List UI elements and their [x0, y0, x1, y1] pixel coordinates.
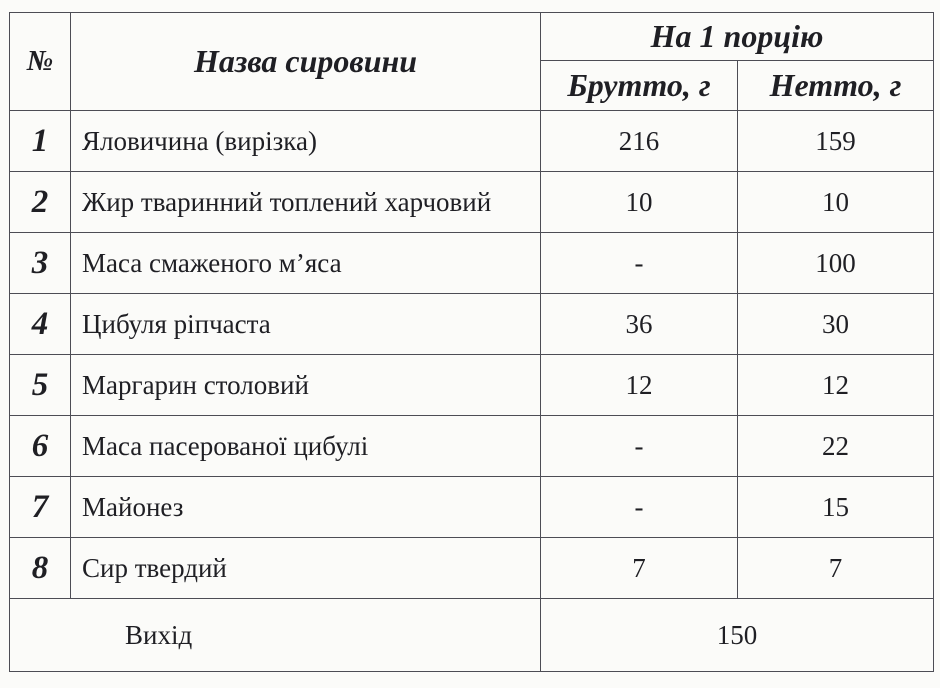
table-row: [10, 172, 934, 233]
row-number: 7: [10, 477, 71, 538]
ingredient-name: Цибуля ріпчаста: [71, 294, 541, 355]
ingredient-name: Майонез: [71, 477, 541, 538]
gross-value: 36: [541, 294, 738, 355]
gross-value: 10: [541, 172, 738, 233]
row-number: 2: [10, 172, 71, 233]
net-value: 15: [738, 477, 934, 538]
gross-value: 12: [541, 355, 738, 416]
row-number: 4: [10, 294, 71, 355]
gross-value: -: [541, 416, 738, 477]
gross-value: 7: [541, 538, 738, 599]
row-number: 6: [10, 416, 71, 477]
net-value: 30: [738, 294, 934, 355]
yield-row: [10, 599, 934, 672]
net-value: 10: [738, 172, 934, 233]
table-row: [10, 416, 934, 477]
header-gross: Брутто, г: [541, 61, 738, 111]
header-ingredient-name: Назва сировини: [71, 13, 541, 111]
gross-value: -: [541, 477, 738, 538]
row-number: 1: [10, 111, 71, 172]
table-row: [10, 111, 934, 172]
net-value: 100: [738, 233, 934, 294]
net-value: 22: [738, 416, 934, 477]
header-number: №: [10, 13, 71, 111]
net-value: 7: [738, 538, 934, 599]
ingredient-name: Жир тваринний топлений харчовий: [71, 172, 541, 233]
recipe-table: [9, 12, 934, 672]
ingredient-name: Маргарин столовий: [71, 355, 541, 416]
ingredient-name: Яловичина (вирізка): [71, 111, 541, 172]
header-per-portion: На 1 порцію: [541, 13, 934, 61]
ingredient-name: Сир твердий: [71, 538, 541, 599]
table-row: [10, 538, 934, 599]
row-number: 3: [10, 233, 71, 294]
table-row: [10, 477, 934, 538]
gross-value: 216: [541, 111, 738, 172]
row-number: 8: [10, 538, 71, 599]
table-row: [10, 294, 934, 355]
header-row-top: [10, 13, 934, 61]
header-net: Нетто, г: [738, 61, 934, 111]
table-row: [10, 233, 934, 294]
gross-value: -: [541, 233, 738, 294]
ingredient-name: Маса смаженого м’яса: [71, 233, 541, 294]
yield-value: 150: [541, 599, 934, 672]
ingredient-name: Маса пасерованої цибулі: [71, 416, 541, 477]
net-value: 159: [738, 111, 934, 172]
yield-label: Вихід: [10, 599, 541, 672]
row-number: 5: [10, 355, 71, 416]
net-value: 12: [738, 355, 934, 416]
table-row: [10, 355, 934, 416]
